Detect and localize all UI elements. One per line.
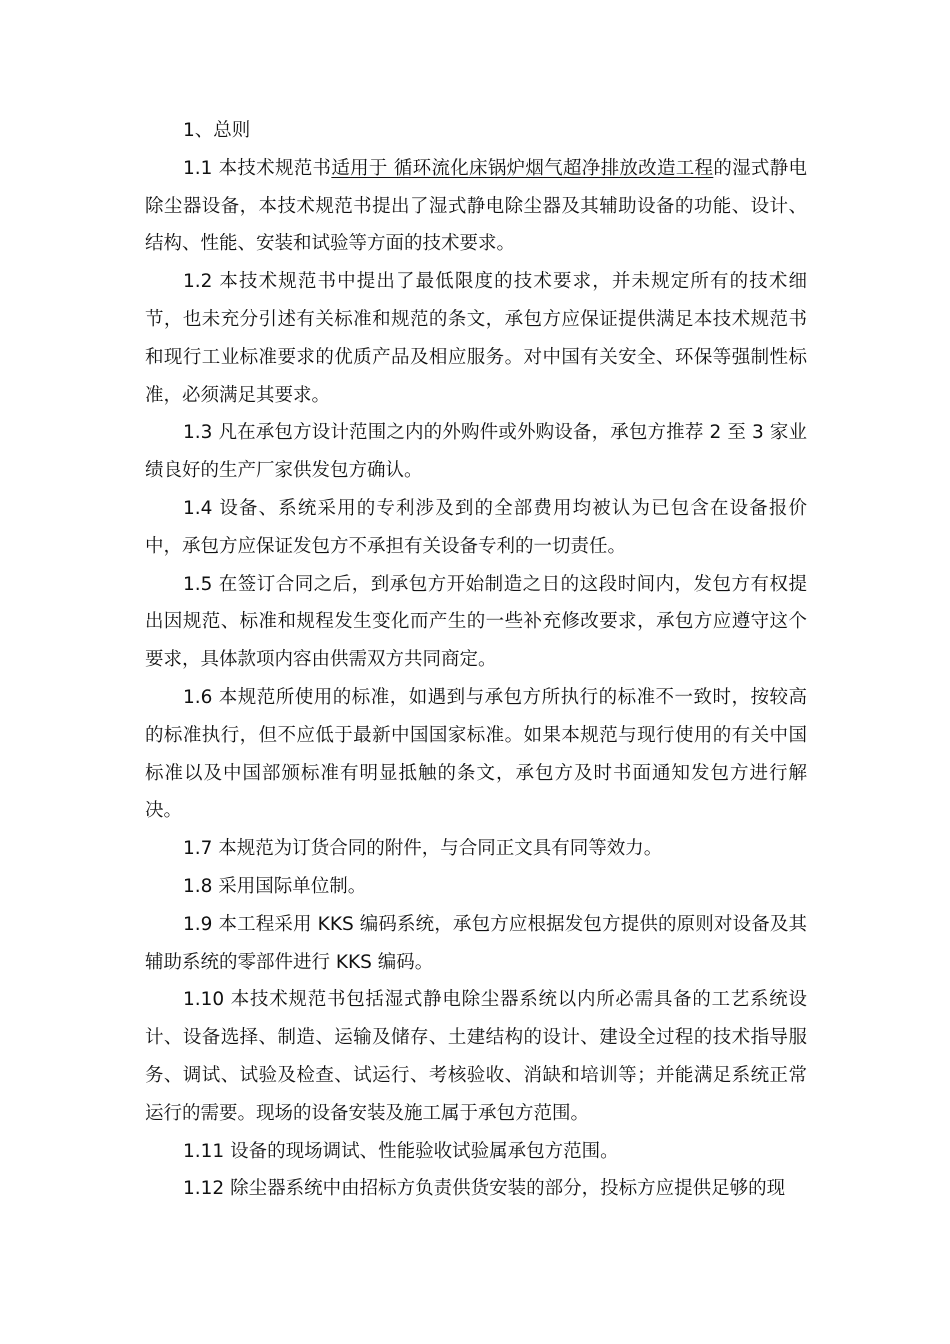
clause-1-5: 1.5 在签订合同之后，到承包方开始制造之日的这段时间内，发包方有权提出因规范、标准和规程发生变化而产生的一些补充修改要求，承包方应遵守这个要求，具体款项内容由供需双方共同商定。	[145, 573, 807, 671]
document-body	[145, 112, 807, 1208]
clause-1-9: 1.9 本工程采用 KKS 编码系统，承包方应根据发包方提供的原则对设备及其辅助系统的零部件进行 KKS 编码。	[145, 913, 807, 973]
section-heading: 1、总则	[183, 120, 251, 141]
project-name-underlined: 适用于 循环流化床锅炉烟气超净排放改造工程	[331, 157, 714, 179]
clause-1-12: 1.12 除尘器系统中由招标方负责供货安装的部分，投标方应提供足够的现	[183, 1178, 786, 1200]
clause-1-11: 1.11 设备的现场调试、性能验收试验属承包方范围。	[183, 1140, 619, 1162]
clause-1-1-prefix: 1.1 本技术规范书	[183, 157, 332, 179]
clause-1-4: 1.4 设备、系统采用的专利涉及到的全部费用均被认为已包含在设备报价中，承包方应保证发包方不承担有关设备专利的一切责任。	[145, 497, 807, 557]
clause-1-1-suffix: 的湿式静电除尘器设备，本技术规范书提出了湿式静电除尘器及其辅助设备的功能、设计、结构、性能、安装和试验等方面的技术要求。	[145, 157, 807, 255]
clause-1-8: 1.8 采用国际单位制。	[183, 875, 367, 897]
clause-1-2: 1.2 本技术规范书中提出了最低限度的技术要求，并未规定所有的技术细节，也未充分引述有关标准和规范的条文，承包方应保证提供满足本技术规范书和现行工业标准要求的优质产品及相应服务。对中国有关安全、环保等强制性标准，必须满足其要求。	[145, 271, 807, 406]
clause-1-10: 1.10 本技术规范书包括湿式静电除尘器系统以内所必需具备的工艺系统设计、设备选择、制造、运输及储存、土建结构的设计、建设全过程的技术指导服务、调试、试验及检查、试运行、考核验收、消缺和培训等；并能满足系统正常运行的需要。现场的设备安装及施工属于承包方范围。	[145, 989, 807, 1124]
clause-1-6: 1.6 本规范所使用的标准，如遇到与承包方所执行的标准不一致时，按较高的标准执行，但不应低于最新中国国家标准。如果本规范与现行使用的有关中国标准以及中国部颁标准有明显抵触的条文，承包方及时书面通知发包方进行解决。	[145, 686, 807, 822]
clause-1-7: 1.7 本规范为订货合同的附件，与合同正文具有同等效力。	[183, 838, 663, 860]
clause-1-3: 1.3 凡在承包方设计范围之内的外购件或外购设备，承包方推荐 2 至 3 家业绩良好的生产厂家供发包方确认。	[145, 422, 807, 482]
clause-1-1	[145, 150, 807, 263]
